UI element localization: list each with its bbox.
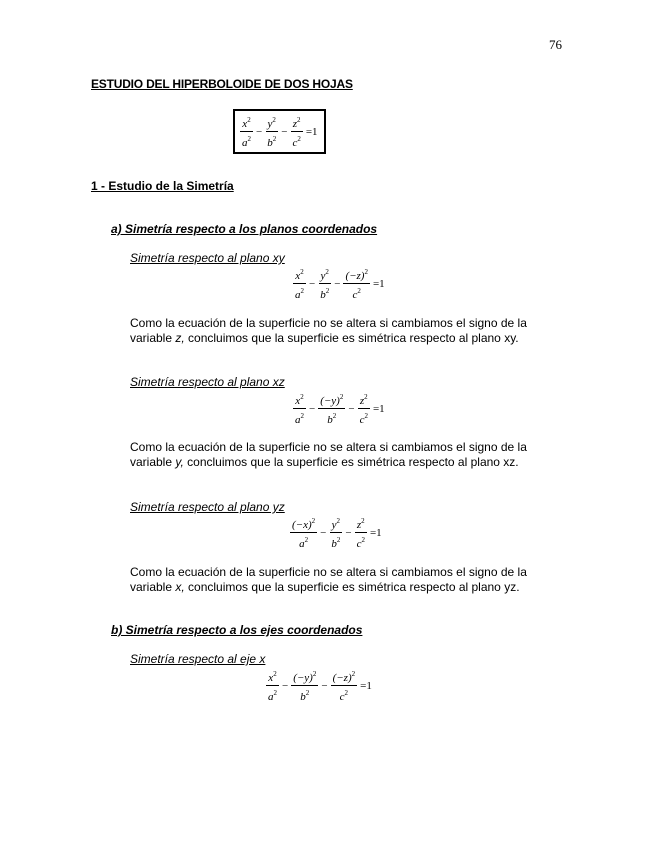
eq-term: a xyxy=(299,538,305,550)
label-eje-x: Simetría respecto al eje x xyxy=(130,652,266,666)
eq-term: c xyxy=(352,289,358,301)
eq-term: (−x) xyxy=(292,519,312,531)
eq-term: c xyxy=(359,414,365,426)
eq-term: a xyxy=(295,289,301,301)
eq-term: y xyxy=(320,270,326,282)
label-plano-xz: Simetría respecto al plano xz xyxy=(130,375,285,389)
paragraph-line: Como la ecuación de la superficie no se altera si cambiamos el signo de la xyxy=(130,316,527,330)
eq-term: a xyxy=(268,691,274,703)
subsection-heading-a: a) Simetría respecto a los planos coordenados xyxy=(111,222,378,236)
label-plano-yz: Simetría respecto al plano yz xyxy=(130,500,285,514)
eq-term: x xyxy=(242,118,248,130)
eq-term: b xyxy=(320,289,326,301)
eq-term: x xyxy=(295,270,301,282)
page-number: 76 xyxy=(549,37,562,52)
eq-term: x xyxy=(295,395,301,407)
paragraph-line: variable x, concluimos que la superficie es simétrica respecto al plano yz. xyxy=(130,580,520,594)
eq-term: b xyxy=(327,414,333,426)
eq-term: (−y) xyxy=(320,395,340,407)
paragraph-plano-yz xyxy=(130,565,580,595)
equation-plano-xy: $\frac{x^2}{a^2}$ − $\frac{y^2}{b^2}$ − $\frac{(-z)^2}{c^2}$ =1 xyxy=(295,268,385,301)
eq-term: a xyxy=(242,137,248,149)
eq-term: b xyxy=(331,538,337,550)
section-heading: 1 - Estudio de la Simetría xyxy=(91,179,234,193)
equation-plano-yz: $\frac{(-x)^2}{a^2}$ − $\frac{y^2}{b^2}$ − $\frac{z^2}{c^2}$ =1 xyxy=(292,517,382,550)
paragraph-line: Como la ecuación de la superficie no se altera si cambiamos el signo de la xyxy=(130,565,527,579)
paragraph-line: Como la ecuación de la superficie no se altera si cambiamos el signo de la xyxy=(130,440,527,454)
eq-term: x xyxy=(268,672,274,684)
subsection-heading-b: b) Simetría respecto a los ejes coordenados xyxy=(111,623,363,637)
eq-rhs: =1 xyxy=(360,679,372,692)
eq-term: z xyxy=(359,395,365,407)
paragraph-line: variable y, concluimos que la superficie es simétrica respecto al plano xz. xyxy=(130,455,519,469)
eq-term: c xyxy=(292,137,298,149)
main-equation: $\frac{x^2}{a^2}$ − $\frac{y^2}{b^2}$ − $\frac{z^2}{c^2}$ =1 xyxy=(233,109,326,154)
eq-term: (−z) xyxy=(345,270,365,282)
eq-term: a xyxy=(295,414,301,426)
eq-term: c xyxy=(356,538,362,550)
paragraph-line: variable z, concluimos que la superficie es simétrica respecto al plano xy. xyxy=(130,331,519,345)
paragraph-plano-xy xyxy=(130,316,580,346)
paragraph-plano-xz xyxy=(130,440,580,470)
eq-term: y xyxy=(331,519,337,531)
eq-term: y xyxy=(267,118,273,130)
eq-rhs: =1 xyxy=(372,277,385,290)
eq-term: c xyxy=(339,691,345,703)
eq-term: b xyxy=(267,137,273,149)
equation-eje-x: $\frac{x^2}{a^2}$ − $\frac{(-y)^2}{b^2}$ − $\frac{(-z)^2}{c^2}$ =1 xyxy=(268,670,372,703)
eq-rhs: =1 xyxy=(305,125,318,138)
eq-term: b xyxy=(300,691,306,703)
page-title: ESTUDIO DEL HIPERBOLOIDE DE DOS HOJAS xyxy=(91,77,353,91)
eq-term: (−z) xyxy=(332,672,352,684)
eq-rhs: =1 xyxy=(372,402,385,415)
eq-rhs: =1 xyxy=(369,526,382,539)
eq-term: z xyxy=(356,519,362,531)
eq-term: z xyxy=(292,118,298,130)
equation-plano-xz: $\frac{x^2}{a^2}$ − $\frac{(-y)^2}{b^2}$ − $\frac{z^2}{c^2}$ =1 xyxy=(295,393,385,426)
label-plano-xy: Simetría respecto al plano xy xyxy=(130,251,285,265)
eq-term: (−y) xyxy=(293,672,313,684)
